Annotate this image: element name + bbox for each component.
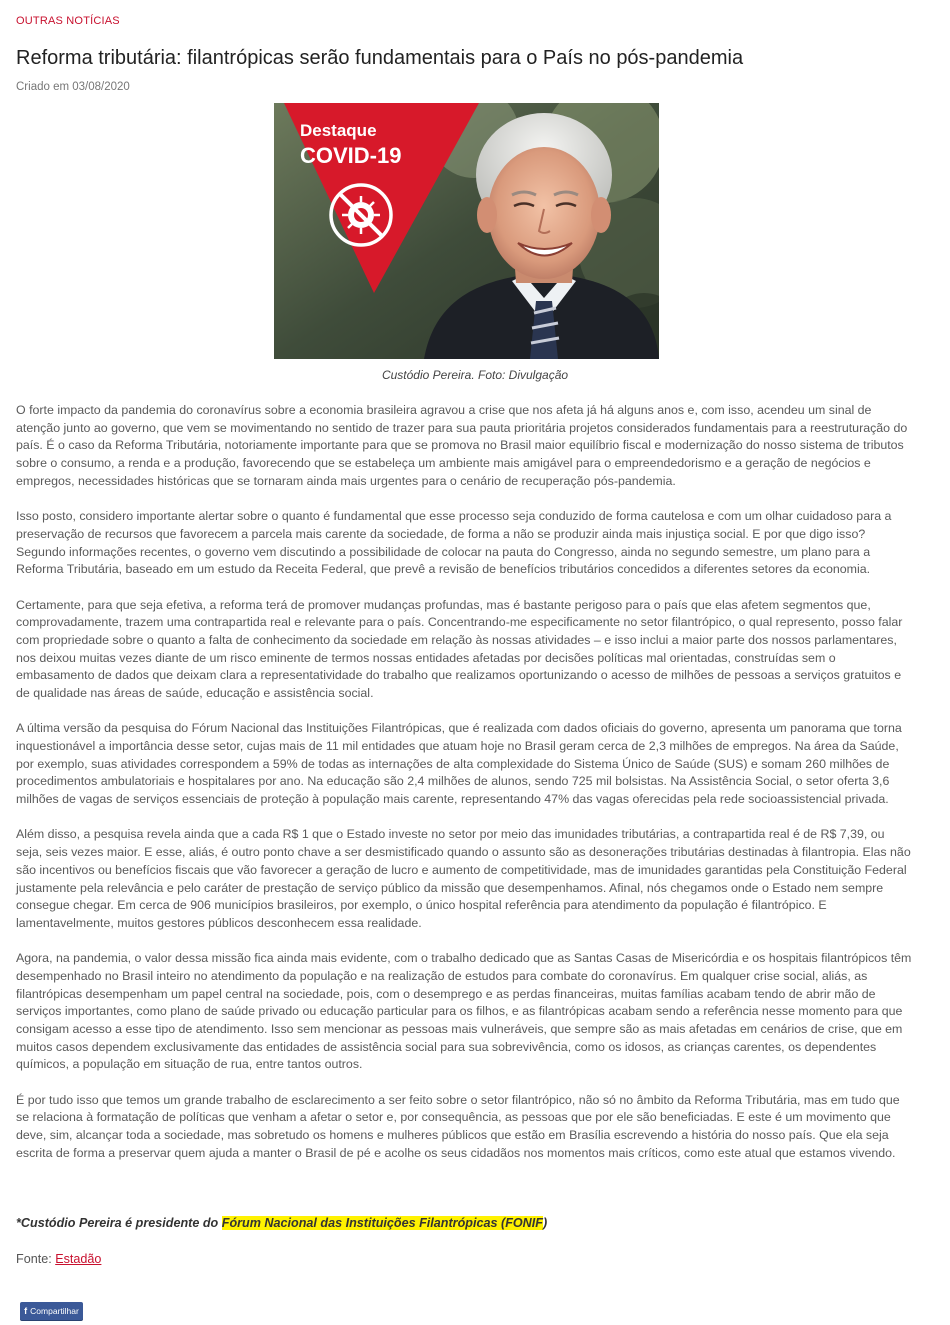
- badge-line2: COVID-19: [300, 143, 402, 168]
- paragraph: A última versão da pesquisa do Fórum Nacional das Instituições Filantrópicas, que é realizada com dados oficiais do governo, apresenta um panorama que torna inquestionável a importância desse setor, cujas mais de 11 mil entidades que atuam hoje no Brasil geram cerca de 2,3 milhões de empregos. Na área da Saúde, por exemplo, suas atividades correspondem a 59% de todas as internações de alta complexidade do Sistema Único de Saúde (SUS) e somam 260 milhões de procedimentos ambulatoriais e hospitalares por ano. Na educação são 2,4 milhões de alunos, sendo 725 mil bolsistas. Na Assistência Social, o setor oferta 3,6 milhões de vagas de serviços essenciais de proteção à população mais carente, representando 47% das vagas oferecidas pela rede socioassistencial privada.: [16, 721, 902, 807]
- share-label: Compartilhar: [30, 1306, 79, 1316]
- fonif-link[interactable]: Fórum Nacional das Instituições Filantrópicas: [221, 1216, 498, 1230]
- paragraph: Agora, na pandemia, o valor dessa missão fica ainda mais evidente, com o trabalho dedicado que as Santas Casas de Misericórdia e os hospitais filantrópicos têm desempenhado no Brasil inteiro no atendimento da população e na realização de estudos para combate do coronavírus. Em qualquer crise social, aliás, as filantrópicas desempenham um papel central na sociedade, pois, com o desemprego e as perdas financeiras, muitas famílias acabam tendo de abrir mão de serviços importantes, como plano de saúde privado ou educação particular para os filhos, e as filantrópicas acabam sendo a referência nesse momento para que consigam acesso a esse tipo de atendimento. Isso sem mencionar as pessoas mais vulneráveis, que sempre são as mais afetadas em cenários de crise, que em muitos casos dependem exclusivamente das entidades de assistência social para sua sobrevivência, como os idosos, as crianças carentes, os dependentes químicos, a população em situação de rua, entre tantos outros.: [16, 951, 912, 1072]
- created-date: Criado em 03/08/2020: [16, 81, 130, 93]
- facebook-share-button[interactable]: [20, 1302, 83, 1320]
- paragraph: É por tudo isso que temos um grande trabalho de esclarecimento a ser feito sobre o setor filantrópico, não só no âmbito da Reforma Tributária, mas em tudo que se relaciona à formatação de políticas que venham a afetar o setor e, por consequência, as pessoas que por ele são beneficiadas. E este é um movimento que deve, sim, alcançar toda a sociedade, mas sobretudo os homens e mulheres públicos que estão em Brasília escrevendo a história do nosso país. Que ela seja escrita de forma a preservar quem ajuda a manter o Brasil de pé e acolhe os seus cidadãos nos momentos mais críticos, como este atual que estamos vivendo.: [16, 1092, 900, 1160]
- paragraph: O forte impacto da pandemia do coronavírus sobre a economia brasileira agravou a crise que nos afeta já há alguns anos e, com isso, acendeu um sinal de atenção junto ao governo, que vem se movimentando no sentido de trazer para sua pauta prioritária projetos considerados fundamentais para a reestruturação do país. É o caso da Reforma Tributária, notoriamente importante para que se promova no Brasil maior equilíbrio fiscal e modernização do nosso sistema de tributos sobre o consumo, a renda e a produção, favorecendo que se estabeleça um ambiente mais amigável para o empreendedorismo e a geração de negócios e empregos, necessidades históricas que se tornaram ainda mais urgentes para o cenário de recuperação pós-pandemia.: [16, 403, 908, 488]
- paragraph: Além disso, a pesquisa revela ainda que a cada R$ 1 que o Estado investe no setor por meio das imunidades tributárias, a contrapartida real é de R$ 7,39, ou seja, seis vezes maior. E esse, aliás, é outro ponto chave a ser desmistificado quando o assunto são as desonerações tributárias destinadas à filantropia. Elas não são incentivos ou benefícios fiscais que vão favorecer a geração de lucro e aumento de competitividade, mas de imunidades garantidas pela Constituição Federal justamente pela relevância e pelo caráter de prestação de serviço público da missão que desempenhamos. Afinal, nós chegamos onde o Estado nem sempre consegue chegar. Em cerca de 906 municípios brasileiros, por exemplo, o único hospital referência para atendimento da população é filantrópico. E lamentavelmente, muitos gestores públicos desconhecem essa realidade.: [16, 827, 911, 930]
- photo-caption: Custódio Pereira. Foto: Divulgação: [381, 368, 569, 382]
- signature-prefix: *Custódio Pereira é presidente do: [16, 1216, 222, 1230]
- paragraph: Certamente, para que seja efetiva, a reforma terá de promover mudanças profundas, mas é bastante perigoso para o país que elas afetem segmentos que, comprovadamente, trazem uma contrapartida real e relevante para o país. Concentrando-me especificamente no setor filantrópico, o qual represento, posso falar com propriedade sobre o quanto a falta de conhecimento da sociedade em relação às nossas atividades – e isso inclui a maior parte dos nossos parlamentares, nos deixou muitas vezes diante de um risco eminente de termos nossas entidades afetadas por decisões políticas mal orientadas, construídas sem o embasamento de dados que deixam clara a representatividade do trabalho que realizamos oportunizando o acesso de milhões de pessoas a serviços gratuitos e de qualidade nas áreas de saúde, educação e assistência social.: [16, 597, 903, 701]
- source-link[interactable]: Estadão: [55, 1252, 102, 1266]
- paragraph: Isso posto, considero importante alertar sobre o quanto é fundamental que esse processo seja conduzido de forma cautelosa e com um olhar cuidadoso para a preservação de recursos que favorecem a parcela mais carente da sociedade, de forma a não se produzir ainda mais injustiça social. E por que digo isso? Segundo informações recentes, o governo vem discutindo a possibilidade de colocar na pauta do Congresso, ainda no segundo semestre, um plano para a Reforma Tributária, baseado em um estudo da Receita Federal, que prevê a revisão de benefícios tributários concedidos a diferentes setores da economia.: [16, 509, 892, 577]
- paren-close: ): [542, 1216, 548, 1230]
- fonif-acronym-link[interactable]: FONIF: [505, 1216, 543, 1230]
- paren-open: (: [497, 1216, 506, 1230]
- author-signature: [16, 1216, 547, 1230]
- source-line: [16, 1252, 101, 1266]
- portrait-image: [274, 103, 659, 359]
- category-link[interactable]: OUTRAS NOTÍCIAS: [16, 15, 120, 27]
- source-label: Fonte:: [16, 1252, 56, 1266]
- article-photo: [274, 103, 659, 359]
- article-body: [16, 402, 912, 1180]
- badge-line1: Destaque: [300, 121, 377, 140]
- article-title: Reforma tributária: filantrópicas serão fundamentais para o País no pós-pandemia: [16, 47, 744, 69]
- facebook-icon: f: [24, 1306, 28, 1316]
